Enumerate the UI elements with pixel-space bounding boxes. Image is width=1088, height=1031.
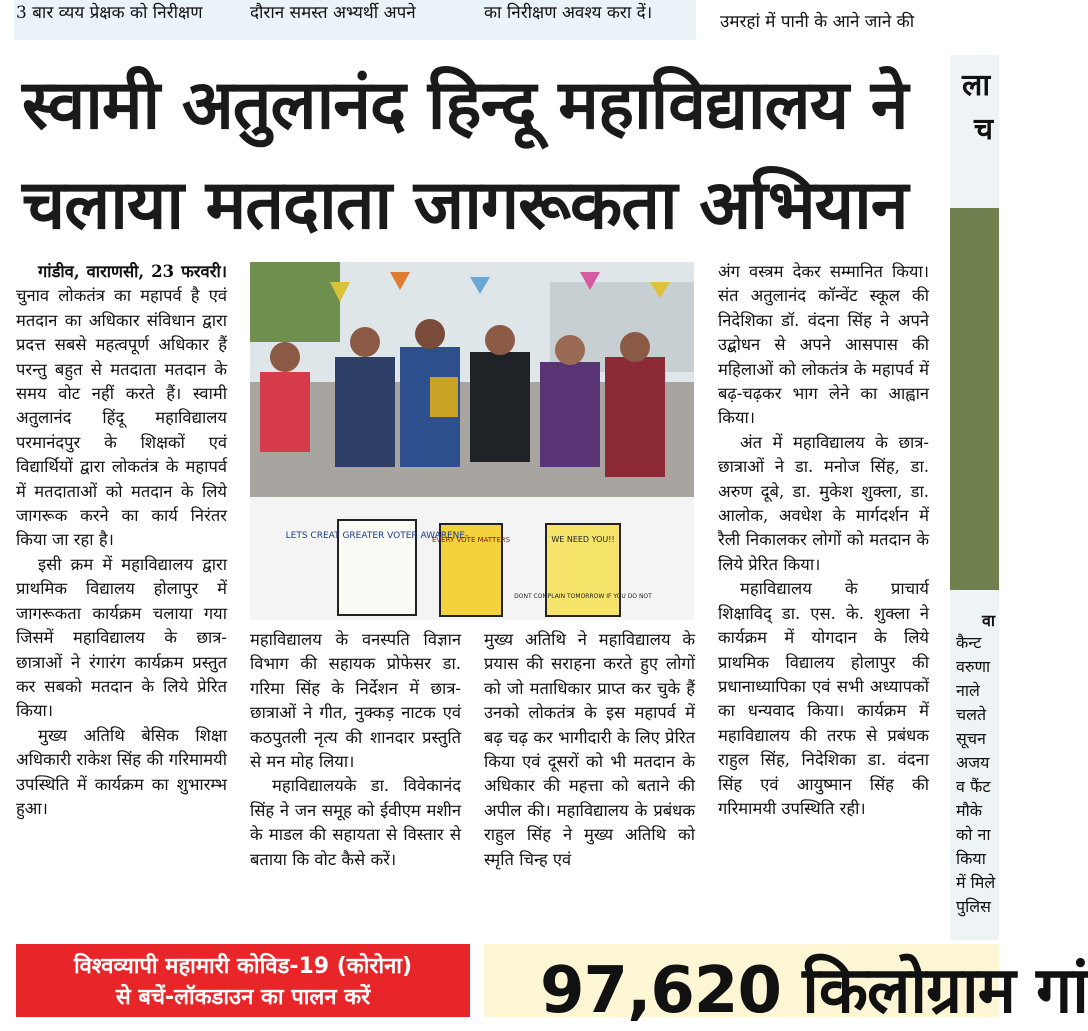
headline-line-2: चलाया मतदाता जागरूकता अभियान bbox=[22, 166, 908, 245]
adjacent-line: अजय bbox=[956, 753, 990, 772]
bottom-headline: 97,620 किलोग्राम गां bbox=[540, 954, 1088, 1028]
adjacent-article-strip bbox=[950, 55, 999, 940]
event-photo bbox=[250, 262, 694, 620]
bottom-headline-banner bbox=[484, 944, 1088, 1028]
adjacent-line: किया bbox=[956, 849, 986, 868]
adjacent-byline: वा bbox=[982, 611, 996, 630]
poster-3-top-text: WE NEED YOU!! bbox=[551, 535, 615, 544]
adjacent-photo bbox=[950, 208, 999, 590]
adjacent-line: नाले bbox=[956, 681, 980, 700]
adjacent-text bbox=[956, 631, 995, 919]
adjacent-headline-1: ला bbox=[962, 68, 991, 103]
dateline: गांडीव, वाराणसी, 23 फरवरी। bbox=[38, 262, 227, 281]
adjacent-line: व फैंट bbox=[956, 777, 991, 796]
article-paragraph: मुख्य अतिथि बेसिक शिक्षा अधिकारी राकेश सिंह की गरिमामयी उपस्थिति में कार्यक्रम का शुभारम्भ हुआ। bbox=[16, 725, 227, 818]
article-paragraph bbox=[16, 260, 227, 553]
article-text: चुनाव लोकतंत्र का महापर्व है एवं मतदान का अधिकार संविधान द्वारा प्रदत्त सबसे महत्वपूर्ण अधिकार हैं परन्तु बहुत से मतदाता मतदान के समय वोट नहीं करते हैं। स्वामी अतुलानंद हिंदू महाविद्यालय परमानंदपुर के शिक्षकों एवं विद्यार्थियों द्वारा लोकतंत्र के महापर्व में मतदाताओं को मतदान के लिये जागरूक करने का कार्य निरंतर किया जा रहा है। bbox=[16, 286, 227, 550]
article-column-4 bbox=[718, 260, 929, 821]
top-snippet-3: का निरीक्षण अवश्य करा दें। bbox=[484, 3, 653, 23]
adjacent-line: को ना bbox=[956, 825, 991, 844]
adjacent-line: पुलिस bbox=[956, 897, 991, 916]
adjacent-line: में मिले bbox=[956, 873, 996, 892]
article-paragraph: महाविद्यालय के प्राचार्य शिक्षाविद् डा. एस. के. शुक्ला ने कार्यक्रम में योगदान के लिये प्राथमिक विद्यालय होलापुर की प्रधानाध्यापिका एवं सभी अध्यापकों का धन्यवाद किया। कार्यक्रम में महाविद्यालय की तरफ से प्रबंधक राहुल सिंह, निदेशिका डा. वंदना सिंह एवं आयुष्मान सिंह की गरिमामयी उपस्थिति रही। bbox=[718, 579, 929, 818]
headline-line-1: स्वामी अतुलानंद हिन्दू महाविद्यालय ने bbox=[22, 66, 908, 145]
headline bbox=[22, 56, 937, 256]
article-column-3 bbox=[484, 628, 695, 872]
article-paragraph: अंत में महाविद्यालय के छात्र-छात्राओं ने डा. मनोज सिंह, डा. अरुण दूबे, डा. मुकेश शुक्ला, डा. आलोक, अवधेश के मार्गदर्शन में रैली निकालकर लोगों को मतदान के लिये प्रेरित किया। bbox=[718, 432, 929, 574]
poster-2-text: EVERY VOTE MATTERS bbox=[431, 536, 511, 544]
covid-banner-line-2: से बचें-लॉकडाउन का पालन करें bbox=[115, 985, 371, 1010]
top-snippet-4: उमरहां में पानी के आने जाने की bbox=[720, 12, 915, 32]
covid-banner-line-1: विश्वव्यापी महामारी कोविड-19 (कोरोना) bbox=[73, 954, 413, 979]
event-photo-illustration bbox=[250, 262, 694, 620]
article-column-2 bbox=[250, 628, 461, 872]
article-paragraph: मुख्य अतिथि ने महाविद्यालय के प्रयास की सराहना करते हुए लोगों को जो मताधिकार प्राप्त कर चुके हैं उनको लोकतंत्र के इस महापर्व में बढ़ चढ़ कर भागीदारी के लिए प्रेरित किया एवं दूसरों को भी मतदान के अधिकार की महत्ता को बताने की अपील की। महाविद्यालय के प्रबंधक राहुल सिंह ने मुख्य अतिथि को स्मृति चिन्ह एवं bbox=[484, 630, 695, 869]
article-paragraph: महाविद्यालय के वनस्पति विज्ञान विभाग की सहायक प्रोफेसर डा. गरिमा सिंह के निर्देशन में छात्र-छात्राओं ने गीत, नुक्कड़ नाटक एवं कठपुतली नृत्य की शानदार प्रस्तुति से मन मोह लिया। bbox=[250, 630, 461, 772]
poster-1-text: LETS CREAT GREATER VOTER AWARENE- bbox=[285, 531, 469, 541]
article-paragraph: महाविद्यालयके डा. विवेकानंद सिंह ने जन समूह को ईवीएम मशीन के माडल की सहायता से विस्तार से बताया कि वोट कैसे करें। bbox=[250, 776, 461, 869]
article-paragraph: अंग वस्त्रम देकर सम्मानित किया। संत अतुलानंद कॉन्वेंट स्कूल की निदेशिका डॉ. वंदना सिंह ने अपने उद्बोधन से अपने आसपास की महिलाओं को लोकतंत्र के महापर्व में बढ़-चढ़कर भाग लेने का आह्वान किया। bbox=[718, 262, 929, 428]
adjacent-line: सूचन bbox=[956, 729, 986, 748]
top-snippet-2: दौरान समस्त अभ्यर्थी अपने bbox=[250, 3, 416, 23]
adjacent-line: चलते bbox=[956, 705, 987, 724]
article-column-1 bbox=[16, 260, 227, 821]
covid-banner bbox=[16, 944, 470, 1017]
top-strip bbox=[0, 0, 999, 40]
poster-3-bottom-text: DONT COMPLAIN TOMORROW IF YOU DO NOT bbox=[514, 593, 652, 600]
adjacent-headline-2: च bbox=[974, 112, 994, 147]
top-snippet-1: 3 बार व्यय प्रेक्षक को निरीक्षण bbox=[16, 3, 203, 23]
adjacent-line: कैन्ट bbox=[956, 633, 982, 652]
adjacent-line: मौके bbox=[956, 801, 983, 820]
article-paragraph: इसी क्रम में महाविद्यालय द्वारा प्राथमिक विद्यालय होलापुर में जागरूकता कार्यक्रम चलाया गया जिसमें महाविद्यालय के छात्र-छात्राओं ने रंगारंग कार्यक्रम प्रस्तुत कर सबको मतदान के लिये प्रेरित किया। bbox=[16, 554, 227, 721]
adjacent-line: वरुणा bbox=[956, 657, 991, 676]
